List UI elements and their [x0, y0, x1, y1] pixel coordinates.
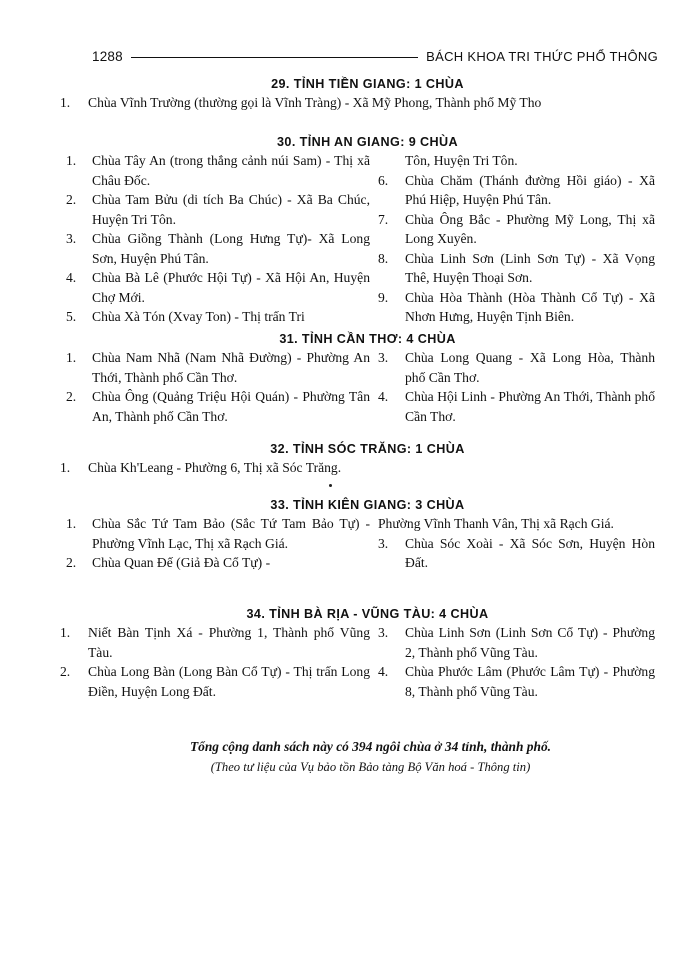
item-number: 2.: [66, 192, 77, 207]
item-number: 3.: [378, 350, 389, 365]
list-item: [60, 268, 370, 307]
item-number: 1.: [66, 516, 77, 531]
item-number: 2.: [66, 555, 77, 570]
item-text: Chùa Long Quang - Xã Long Hòa, Thành phố Cần Thơ.: [405, 350, 655, 385]
right-column: [378, 348, 655, 426]
header-rule: [131, 57, 418, 58]
item-text: Chùa Vĩnh Trường (thường gọi là Vĩnh Tràng) - Xã Mỹ Phong, Thành phố Mỹ Tho: [88, 95, 542, 110]
item-text: Chùa Quan Đế (Giả Đà Cổ Tự) -: [92, 555, 271, 570]
item-text: Chùa Chăm (Thánh đường Hồi giáo) - Xã Phú Hiệp, Huyện Phú Tân.: [405, 172, 655, 207]
list-item: [378, 662, 655, 701]
item-text: Chùa Sóc Xoài - Xã Sóc Sơn, Huyện Hòn Đất.: [405, 535, 655, 570]
item-number: 3.: [378, 625, 389, 640]
item-number: 1.: [60, 460, 71, 475]
item-text: Chùa Hòa Thành (Hòa Thành Cổ Tự) - Xã Nhơn Hưng, Huyện Tịnh Biên.: [405, 289, 655, 324]
item-number: 9.: [378, 289, 389, 305]
section-soc-trang: [60, 440, 665, 478]
list-item: [60, 151, 370, 190]
item-text: Chùa Tam Bửu (di tích Ba Chúc) - Xã Ba Chúc, Huyện Tri Tôn.: [92, 192, 370, 227]
list-item: [60, 229, 370, 268]
list-item: [378, 348, 655, 387]
list-item: [60, 662, 370, 701]
item-text: Chùa Phước Lâm (Phước Lâm Tự) - Phường 8, Thành phố Vũng Tàu.: [405, 664, 655, 699]
page-number: 1288: [92, 49, 123, 65]
list-item: [378, 534, 655, 573]
list-item: [60, 553, 370, 573]
item-number: 1.: [60, 95, 71, 110]
item-number: 6.: [378, 172, 389, 188]
item-number: 5.: [66, 309, 77, 324]
right-column: [378, 514, 655, 573]
section-ba-ria-vung-tau: [60, 605, 665, 701]
item-text: Chùa Linh Sơn (Linh Sơn Tự) - Xã Vọng Thê, Huyện Thoại Sơn.: [405, 250, 655, 285]
item-text: Chùa Xà Tón (Xvay Ton) - Thị trấn Tri: [92, 309, 305, 324]
item-number: 1.: [66, 350, 77, 365]
item-text: Chùa Ông Bắc - Phường Mỹ Long, Thị xã Long Xuyên.: [405, 211, 655, 246]
item-number: 2.: [66, 389, 77, 404]
item-number: 4.: [66, 270, 77, 285]
item-text: Chùa Bà Lê (Phước Hội Tự) - Xã Hội An, Huyện Chợ Mới.: [92, 270, 370, 305]
list-item: [60, 514, 370, 553]
section-can-tho: [60, 330, 665, 426]
list-item: [60, 190, 370, 229]
section-title: 31. TỈNH CẦN THƠ: 4 CHÙA: [279, 332, 456, 346]
right-column: [378, 623, 655, 701]
item-number: 4.: [378, 664, 389, 679]
list-item: [60, 93, 665, 113]
item-text: Chùa Hội Linh - Phường An Thới, Thành phố Cần Thơ.: [405, 389, 655, 424]
item-text: Chùa Linh Sơn (Linh Sơn Cổ Tự) - Phường 2, Thành phố Vũng Tàu.: [405, 625, 655, 660]
item-continuation: Phường Vĩnh Thanh Vân, Thị xã Rạch Giá.: [378, 516, 614, 531]
item-text: Chùa Ông (Quảng Triệu Hội Quán) - Phường Tân An, Thành phố Cần Thơ.: [92, 389, 370, 424]
item-number: 1.: [60, 625, 71, 640]
list-item: [378, 288, 655, 327]
list-item: [60, 458, 665, 478]
section-title: 29. TỈNH TIỀN GIANG: 1 CHÙA: [271, 77, 464, 91]
page-header: [92, 47, 658, 67]
list-item: [378, 387, 655, 426]
item-text: Chùa Sắc Tứ Tam Bảo (Sắc Tứ Tam Bảo Tự) - Phường Vĩnh Lạc, Thị xã Rạch Giá.: [92, 516, 370, 551]
list-item: [60, 623, 370, 662]
source-note: (Theo tư liệu của Vụ bảo tồn Bảo tàng Bộ Văn hoá - Thông tin): [210, 760, 531, 774]
print-speck: [329, 484, 332, 487]
list-item: [60, 387, 370, 426]
item-continuation: Tôn, Huyện Tri Tôn.: [405, 153, 518, 168]
item-text: Chùa Long Bàn (Long Bàn Cổ Tự) - Thị trấn Long Điền, Huyện Long Đất.: [88, 664, 370, 699]
section-title: 32. TỈNH SÓC TRĂNG: 1 CHÙA: [270, 442, 465, 456]
right-column: [378, 151, 655, 327]
item-text: Chùa Nam Nhã (Nam Nhã Đường) - Phường An Thới, Thành phố Cần Thơ.: [92, 350, 370, 385]
left-column: [60, 151, 370, 327]
section-kien-giang: [60, 496, 665, 573]
item-text: Niết Bàn Tịnh Xá - Phường 1, Thành phố Vũng Tàu.: [88, 625, 370, 660]
running-title: BÁCH KHOA TRI THỨC PHỔ THÔNG: [426, 49, 658, 65]
item-number: 4.: [378, 389, 389, 404]
item-text: Chùa Tây An (trong thắng cảnh núi Sam) - Thị xã Châu Đốc.: [92, 153, 370, 188]
list-item: [378, 210, 655, 249]
item-number: 8.: [378, 250, 389, 266]
section-title: 34. TỈNH BÀ RỊA - VŨNG TÀU: 4 CHÙA: [246, 607, 489, 621]
left-column: [60, 623, 370, 701]
item-number: 2.: [60, 664, 71, 679]
left-column: [60, 348, 370, 426]
item-text: Chùa Kh'Leang - Phường 6, Thị xã Sóc Trăng.: [88, 460, 342, 475]
list-item: [60, 348, 370, 387]
section-title: 30. TỈNH AN GIANG: 9 CHÙA: [277, 135, 458, 149]
list-item: [378, 171, 655, 210]
item-number: 1.: [66, 153, 77, 168]
section-an-giang: [60, 133, 665, 327]
list-item: [378, 623, 655, 662]
item-number: 7.: [378, 211, 389, 227]
list-item: [378, 249, 655, 288]
item-number: 3.: [66, 231, 77, 246]
left-column: [60, 514, 370, 573]
section-title: 33. TỈNH KIÊN GIANG: 3 CHÙA: [270, 498, 465, 512]
section-tien-giang: [60, 75, 665, 113]
item-text: Chùa Giồng Thành (Long Hưng Tự)- Xã Long Sơn, Huyện Phú Tân.: [92, 231, 370, 266]
list-item: [60, 307, 370, 327]
total-summary: Tổng cộng danh sách này có 394 ngôi chùa ở 34 tỉnh, thành phố.: [189, 739, 551, 754]
item-number: 3.: [378, 535, 389, 551]
